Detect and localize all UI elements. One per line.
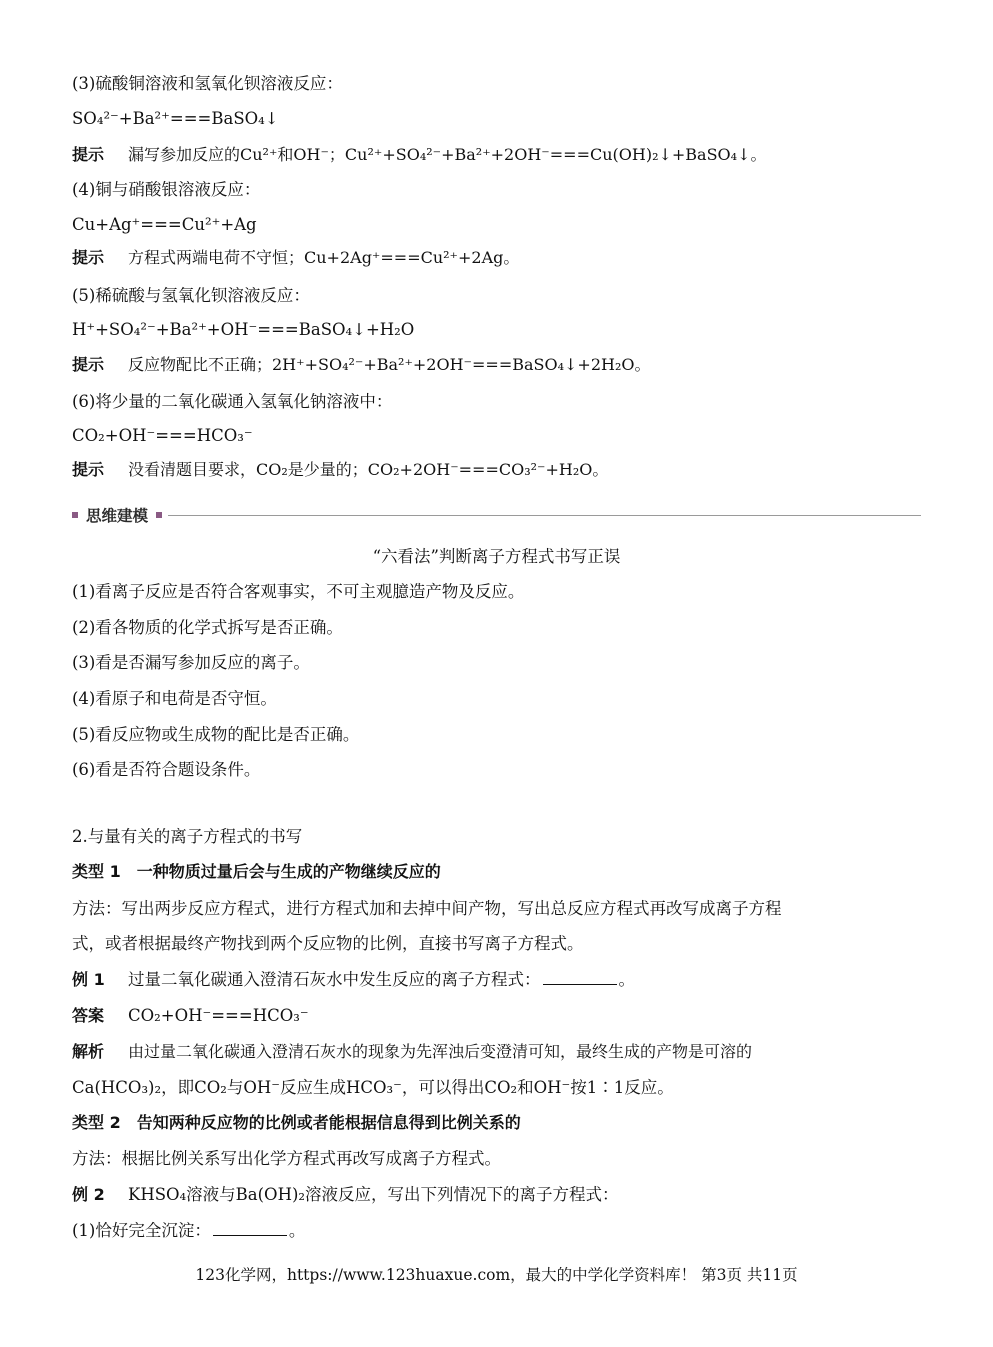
hint-label: 提示: [72, 145, 105, 164]
example-2: [72, 1183, 921, 1207]
item-4-hint: [72, 246, 921, 270]
hint-text: 漏写参加反应的Cu²⁺和OH⁻；Cu²⁺+SO₄²⁻+Ba²⁺+2OH⁻===Cu(OH)₂↓+BaSO₄↓。: [128, 145, 767, 164]
hint-text: 反应物配比不正确；2H⁺+SO₄²⁻+Ba²⁺+2OH⁻===BaSO₄↓+2H₂O。: [128, 355, 651, 374]
section-title: 思维建模: [86, 507, 149, 525]
item-3-question: (3)硫酸铜溶液和氢氧化钡溶液反应：: [72, 74, 343, 93]
analysis-line-1: [72, 1040, 921, 1064]
analysis-line-2: Ca(HCO₃)₂，即CO₂与OH⁻反应生成HCO₃⁻，可以得出CO₂和OH⁻按1∶1反应。: [72, 1078, 674, 1097]
method-1-line-1: 方法：写出两步反应方程式，进行方程式加和去掉中间产物，写出总反应方程式再改写成离子方程: [72, 899, 782, 918]
method-1-line-2: 式，或者根据最终产物找到两个反应物的比例，直接书写离子方程式。: [72, 934, 584, 953]
type-2-heading: 类型 2 告知两种反应物的比例或者能根据信息得到比例关系的: [72, 1113, 521, 1132]
example-label: 例 1: [72, 970, 105, 989]
section-marker-right: [156, 512, 162, 518]
item-3-hint: [72, 143, 921, 167]
item-6-equation: CO₂+OH⁻===HCO₃⁻: [72, 426, 253, 445]
analysis-text: 由过量二氧化碳通入澄清石灰水的现象为先浑浊后变澄清可知，最终生成的产物是可溶的: [128, 1042, 753, 1061]
answer-text: CO₂+OH⁻===HCO₃⁻: [128, 1006, 309, 1025]
page-footer: 123化学网，https://www.123huaxue.com，最大的中学化学资料库！ 第3页 共11页: [195, 1266, 798, 1284]
type-1-heading: 类型 1 一种物质过量后会与生成的产物继续反应的: [72, 862, 441, 881]
item-6-hint: [72, 458, 921, 482]
method-2: 方法：根据比例关系写出化学方程式再改写成离子方程式。: [72, 1149, 501, 1168]
section-rule: [168, 515, 921, 516]
question-text: (1)恰好完全沉淀：: [72, 1221, 211, 1240]
model-item: (6)看是否符合题设条件。: [72, 760, 261, 779]
model-item: (4)看原子和电荷是否守恒。: [72, 689, 277, 708]
item-5-equation: H⁺+SO₄²⁻+Ba²⁺+OH⁻===BaSO₄↓+H₂O: [72, 320, 415, 339]
question-end: 。: [288, 1221, 306, 1240]
item-4-equation: Cu+Ag⁺===Cu²⁺+Ag: [72, 215, 257, 234]
answer-blank: [543, 969, 617, 985]
answer-blank: [213, 1220, 287, 1236]
example-text: 过量二氧化碳通入澄清石灰水中发生反应的离子方程式：: [128, 970, 541, 989]
question-1: [72, 1219, 921, 1243]
example-end: 。: [618, 970, 635, 989]
section-header: [72, 503, 921, 527]
item-6-question: (6)将少量的二氧化碳通入氢氧化钠溶液中：: [72, 392, 393, 411]
model-item: (1)看离子反应是否符合客观事实，不可主观臆造产物及反应。: [72, 582, 525, 601]
analysis-label: 解析: [72, 1042, 105, 1061]
section-marker-left: [72, 512, 78, 518]
hint-label: 提示: [72, 248, 105, 267]
answer-line: [72, 1004, 921, 1028]
item-3-equation: SO₄²⁻+Ba²⁺===BaSO₄↓: [72, 109, 279, 128]
example-label: 例 2: [72, 1185, 105, 1204]
hint-label: 提示: [72, 460, 105, 479]
example-text: KHSO₄溶液与Ba(OH)₂溶液反应，写出下列情况下的离子方程式：: [128, 1185, 619, 1204]
example-1: [72, 968, 921, 992]
hint-text: 方程式两端电荷不守恒；Cu+2Ag⁺===Cu²⁺+2Ag。: [128, 248, 520, 267]
part2-heading: 2.与量有关的离子方程式的书写: [72, 827, 303, 846]
hint-label: 提示: [72, 355, 105, 374]
answer-label: 答案: [72, 1006, 105, 1025]
item-5-question: (5)稀硫酸与氢氧化钡溶液反应：: [72, 286, 310, 305]
model-heading: “六看法”判断离子方程式书写正误: [372, 547, 621, 566]
model-item: (2)看各物质的化学式拆写是否正确。: [72, 618, 343, 637]
item-4-question: (4)铜与硝酸银溶液反应：: [72, 180, 261, 199]
item-5-hint: [72, 353, 921, 377]
model-item: (5)看反应物或生成物的配比是否正确。: [72, 725, 360, 744]
hint-text: 没看清题目要求，CO₂是少量的；CO₂+2OH⁻===CO₃²⁻+H₂O。: [128, 460, 609, 479]
model-item: (3)看是否漏写参加反应的离子。: [72, 653, 310, 672]
